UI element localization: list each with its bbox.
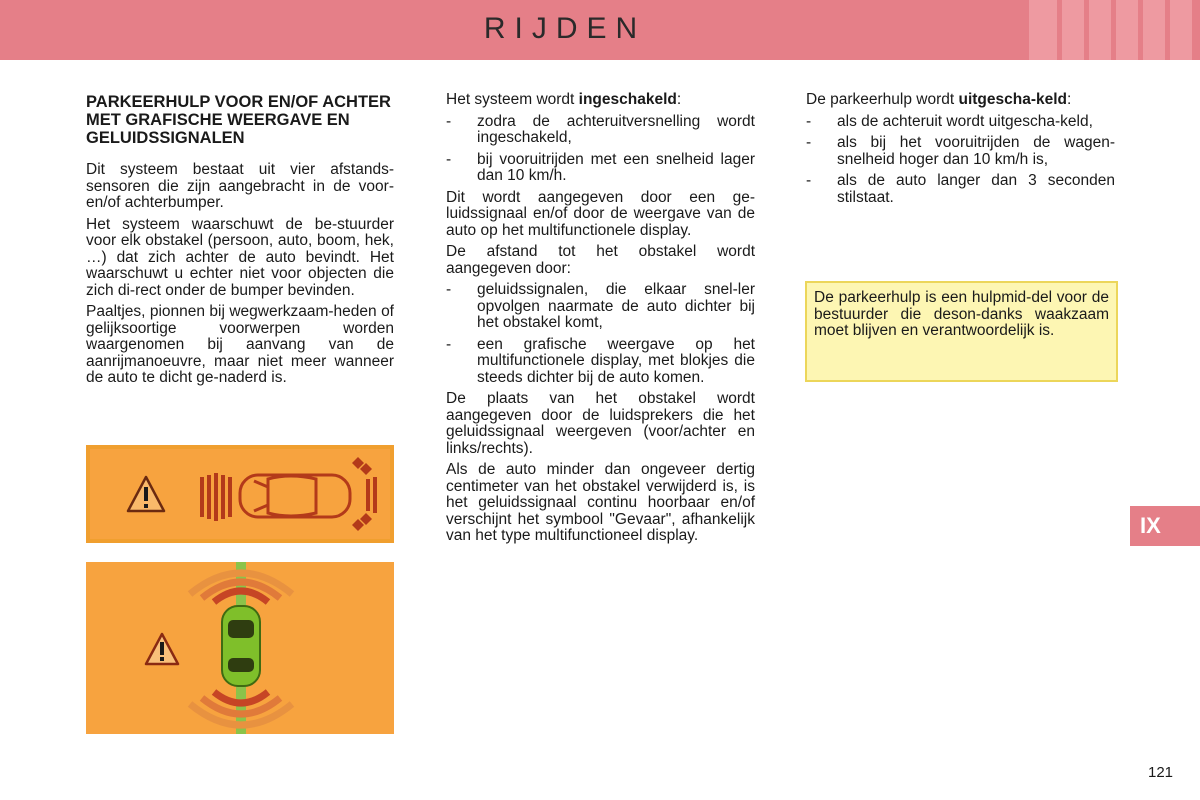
list-item [806, 135, 1115, 168]
header-stripes [1029, 0, 1192, 60]
header-stripe [1062, 0, 1084, 60]
display-screen [90, 449, 390, 539]
car-outline-icon [240, 475, 350, 517]
bullet-dash: - [446, 281, 452, 298]
page-title: RIJDEN [483, 12, 647, 45]
parking-display-figure-1 [86, 445, 394, 543]
intro-prefix: De parkeerhulp wordt [806, 91, 959, 108]
chapter-tab: IX [1130, 506, 1200, 546]
green-car-icon [222, 606, 260, 686]
intro-prefix: Het systeem wordt [446, 91, 579, 108]
list-item [446, 337, 755, 387]
intro-bold: ingeschakeld [578, 91, 677, 108]
bullet-dash: - [806, 172, 812, 189]
list-item [446, 282, 755, 332]
safety-note-box: De parkeerhulp is een hulpmid-del voor de bestuurder die deson-danks waakzaam moet blijven en verantwoordelijk is. [805, 281, 1118, 382]
section-heading: PARKEERHULP VOOR EN/OF ACHTER MET GRAFISCHE WEERGAVE EN GELUIDSSIGNALEN [86, 93, 391, 147]
warning-triangle-icon [146, 634, 178, 664]
bullet-dash: - [446, 150, 452, 168]
parking-display-graphic [90, 449, 390, 539]
list-item-text: zodra de achteruitversnelling wordt ingeschakeld, [477, 112, 755, 146]
list-item-text: een grafische weergave op het multifunctionele display, met blokjes die steeds dichter bij de auto komen. [477, 335, 755, 386]
warning-triangle-icon [128, 477, 164, 511]
header-stripe [1089, 0, 1111, 60]
paragraph: Dit systeem bestaat uit vier afstands-sensoren die zijn aangebracht in de voor- en/of achterbumper. [86, 161, 394, 211]
intro-paragraph [806, 92, 1115, 109]
list-item [806, 173, 1115, 206]
bullet-dash: - [446, 112, 452, 130]
intro-paragraph [446, 92, 755, 109]
list-item [446, 114, 755, 147]
paragraph: Dit wordt aangegeven door een ge-luidssignaal en/of door de weergave van de auto op het multifunctionele display. [446, 188, 755, 239]
paragraph: Het systeem waarschuwt de be-stuurder voor elk obstakel (persoon, auto, boom, hek, …) dat zich achter de auto bevindt. Het waarschuwt u echter niet voor objecten die zich di-rect onder de bumper bevinden. [86, 215, 394, 299]
intro-suffix: : [1067, 91, 1072, 108]
column-1 [86, 93, 394, 392]
page-number: 121 [1148, 764, 1174, 781]
header-stripe [1143, 0, 1165, 60]
bullet-dash: - [446, 335, 452, 353]
sensor-bars-front [200, 473, 232, 521]
sensor-bars-rear [352, 457, 377, 531]
column-3 [806, 92, 1115, 211]
list-item-text: als de auto langer dan 3 seconden stilstaat. [837, 172, 1115, 206]
header-stripe [1116, 0, 1138, 60]
list-item-text: bij vooruitrijden met een snelheid lager dan 10 km/h. [477, 150, 755, 184]
header-stripe [1170, 0, 1192, 60]
paragraph: De plaats van het obstakel wordt aangegeven door de luidsprekers die het geluidssignaal weergeven (voor/achter en links/rechts). [446, 390, 755, 457]
paragraph: De afstand tot het obstakel wordt aangegeven door: [446, 243, 755, 277]
page-header [0, 0, 1200, 60]
list-item-text: geluidssignalen, die elkaar snel-ler opvolgen naarmate de auto dichter bij het obstakel komt, [477, 281, 755, 331]
intro-suffix: : [676, 91, 682, 108]
list-item-text: als bij het vooruitrijden de wagen-snelheid hoger dan 10 km/h is, [837, 134, 1115, 168]
column-2 [446, 92, 755, 550]
intro-bold: uitgescha-keld [958, 91, 1068, 108]
bullet-dash: - [806, 134, 812, 151]
list-item-text: als de achteruit wordt uitgescha-keld, [837, 112, 1093, 130]
list-item [806, 114, 1115, 131]
parking-display-figure-2 [86, 562, 394, 734]
header-stripe [1029, 0, 1057, 60]
paragraph: Als de auto minder dan ongeveer dertig centimeter van het obstakel verwijderd is, is het geluidssignaal continu hoorbaar en/of verschijnt het symbool "Gevaar", afhankelijk van het type multifunctioneel display. [446, 461, 755, 544]
paragraph: Paaltjes, pionnen bij wegwerkzaam-heden of gelijksoortige voorwerpen worden waargenomen bij aanvang van de aanrijmanoeuvre, maar niet meer wanneer de auto te dicht ge-naderd is. [86, 303, 394, 386]
bullet-dash: - [806, 112, 812, 130]
parking-display-graphic [86, 562, 394, 734]
list-item [446, 152, 755, 185]
